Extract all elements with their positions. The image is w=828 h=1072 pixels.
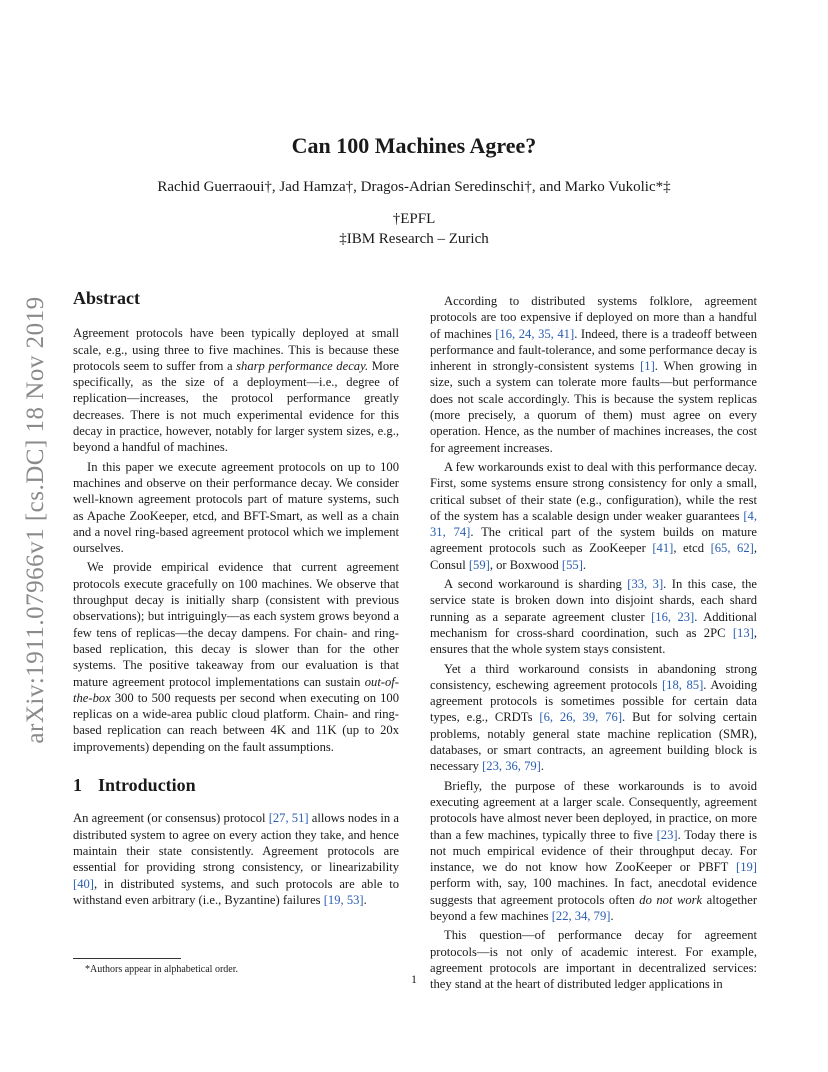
citation-link[interactable]: [19]: [736, 860, 757, 875]
citation-link[interactable]: [19, 53]: [323, 892, 364, 907]
citation-link[interactable]: [16, 24, 35, 41]: [495, 326, 575, 341]
paper-title: Can 100 Machines Agree?: [291, 133, 537, 158]
right-paragraph-1: According to distributed systems folklore, agreement protocols are too expensive if deployed on more than a handful of machines [16, 24, 35, 41]. Indeed, there is a tradeoff between performance and fault-tolerance, and some performance decay is inherent in strongly-consistent systems [1]. When growing in size, such a system can tolerate more faults—but performance does not scale accordingly. This is because the system replicas (more precisely, a quorum of them) must agree on every operation. Hence, as the number of machines increases, the cost for agreement increases.: [430, 294, 757, 455]
citation-link[interactable]: [33, 3]: [627, 577, 664, 592]
citation-link[interactable]: [16, 23]: [651, 609, 695, 624]
introduction-heading: 1 Introduction: [73, 775, 196, 796]
citation-link[interactable]: [4, 31, 74]: [430, 508, 757, 540]
citation-link[interactable]: [40]: [73, 876, 94, 891]
right-paragraph-4: Yet a third workaround consists in abandoning strong consistency, eschewing agreement protocols [18, 85]. Avoiding agreement protocols is sometimes possible for certain data types, e.g., CRDTs [6, 26, 39, 76]. But for solving certain problems, notably general state machine replication (SMR), databases, or smart contracts, an agreement building block is necessary [23, 36, 79].: [430, 661, 758, 774]
affiliation-ibm: ‡IBM Research – Zurich: [339, 231, 489, 247]
abstract-paragraph-2: In this paper we execute agreement protocols on up to 100 machines and observe on their performance decay. We consider well-known agreement protocols part of mature systems, such as Apache ZooKeeper, etcd, and BFT-Smart, as well as a chain and a novel ring-based agreement protocol which we implement ourselves.: [73, 459, 399, 556]
author-list: Rachid Guerraoui†, Jad Hamza†, Dragos-Adrian Seredinschi†, and Marko Vukolic*‡: [157, 179, 671, 195]
citation-link[interactable]: [13]: [732, 625, 754, 640]
left-column: [73, 290, 399, 911]
right-paragraph-5: Briefly, the purpose of these workarounds is to avoid executing agreement at a larger scale. Consequently, agreement protocols have almost never been deployed, in practice, on more than a few machines, typically three to five [23]. Today there is not much empirical evidence of their throughput decay. For instance, we do not know how ZooKeeper or PBFT [19] perform with, say, 100 machines. In fact, anecdotal evidence suggests that agreement protocols often do not work altogether beyond a few machines [22, 34, 79].: [430, 778, 758, 923]
citation-link[interactable]: [22, 34, 79]: [551, 908, 611, 923]
citation-link[interactable]: [41]: [652, 541, 674, 556]
footnote-divider: [73, 958, 181, 959]
right-column: [430, 293, 757, 995]
citation-link[interactable]: [27, 51]: [268, 811, 309, 826]
abstract-heading: Abstract: [73, 288, 140, 308]
abstract-paragraph-1: Agreement protocols have been typically deployed at small scale, e.g., using three to five machines. This is because these protocols seem to suffer from a sharp performance decay. More specifically, as the size of a deployment—i.e., degree of replication—increases, the protocol performance greatly decreases. There is not much experimental evidence for this decay in practice, however, notably for larger system sizes, e.g., beyond a handful of machines.: [73, 326, 399, 455]
right-paragraph-6: This question—of performance decay for agreement protocols—is not only of academic interest. For example, agreement protocols are important in decentralized services: they stand at the heart of distributed ledger applications in: [430, 928, 757, 992]
abstract-paragraph-3: We provide empirical evidence that current agreement protocols execute gracefully on 100 machines. We observe that throughput decay is initially sharp (consistent with previous observations); but intriguingly—as each system grows beyond a few tens of replicas—the decay dampens. For chain- and ring-based replication, this decay is slower than for the other systems. The positive takeaway from our evaluation is that mature agreement protocol implementations can sustain out-of-the-box 300 to 500 requests per second when executing on 100 replicas on a wide-area public cloud platform. Chain- and ring-based replication can reach between 4K and 11K (up to 20x improvements) depending on the fault assumptions.: [73, 560, 399, 754]
page-number: 1: [411, 972, 417, 986]
right-paragraph-2: A few workarounds exist to deal with this performance decay. First, some systems ensure strong consistency for only a small, critical subset of their state (e.g., configuration), while the rest of the system has a scalable design under weaker guarantees [4, 31, 74]. The critical part of the system builds on mature agreement protocols such as ZooKeeper [41], etcd [65, 62], Consul [59], or Boxwood [55].: [430, 459, 758, 572]
citation-link[interactable]: [65, 62]: [710, 541, 754, 556]
intro-paragraph-1: An agreement (or consensus) protocol [27, 51] allows nodes in a distributed system to agree on every action they take, and hence maintain their state consistently. Agreement protocols are essential for providing strong consistency, or linearizability [40], in distributed systems, and such protocols are able to withstand even arbitrary (i.e., Byzantine) failures [19, 53].: [73, 811, 400, 907]
footnote: *Authors appear in alphabetical order.: [85, 964, 238, 975]
citation-link[interactable]: [23, 36, 79]: [482, 759, 541, 774]
citation-link[interactable]: [59]: [468, 557, 490, 572]
affiliation-epfl: †EPFL: [392, 211, 436, 227]
citation-link[interactable]: [23]: [656, 827, 678, 842]
arxiv-stamp-text: arXiv:1911.07966v1 [cs.DC] 18 Nov 2019: [22, 296, 49, 744]
citation-link[interactable]: [6, 26, 39, 76]: [539, 710, 623, 725]
arxiv-stamp: [16, 270, 56, 770]
citation-link[interactable]: [18, 85]: [661, 677, 704, 692]
citation-link[interactable]: [1]: [640, 359, 655, 374]
right-paragraph-3: A second workaround is sharding [33, 3]. In this case, the service state is broken down into disjoint shards, each shard running as a separate agreement cluster [16, 23]. Additional mechanism for cross-shard coordination, such as 2PC [13], ensures that the whole system stays consistent.: [430, 577, 758, 657]
citation-link[interactable]: [55]: [561, 557, 583, 572]
